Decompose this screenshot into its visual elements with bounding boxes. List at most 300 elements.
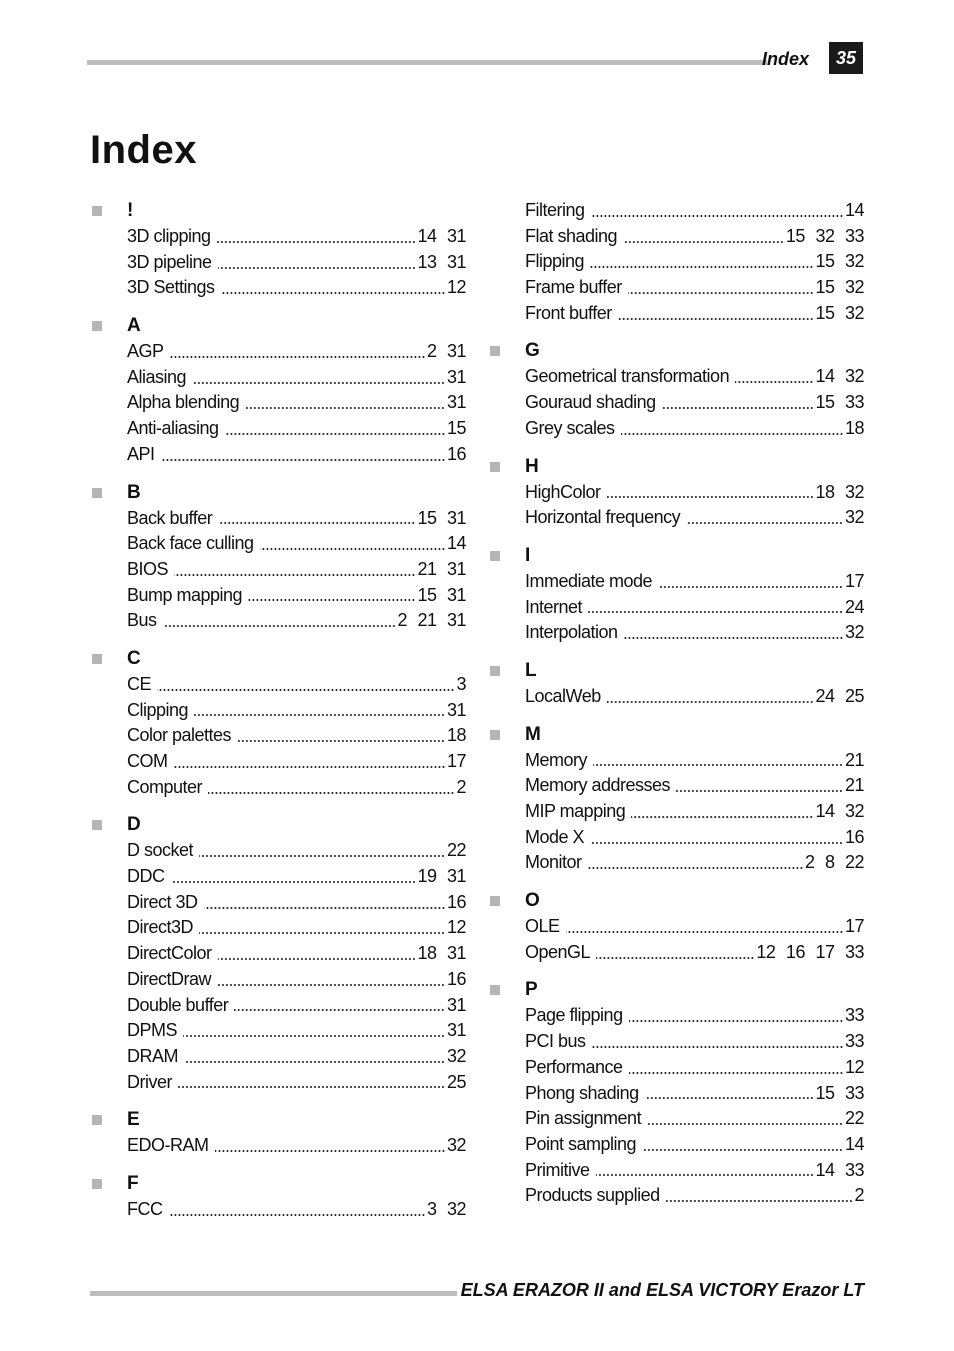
- dot-leader: [618, 317, 814, 321]
- section-heading: [488, 977, 864, 1003]
- dot-leader: [161, 458, 445, 462]
- square-bullet-icon: [92, 488, 102, 498]
- page-references: 15: [446, 418, 466, 439]
- page-references: 16: [446, 443, 466, 464]
- index-term: HighColor: [525, 481, 601, 502]
- index-entry: [127, 608, 466, 634]
- page-references: 16: [844, 826, 864, 847]
- dot-leader: [194, 713, 445, 717]
- index-entry: [127, 339, 466, 365]
- page-references: 14 33: [815, 1159, 864, 1180]
- index-section: [488, 338, 864, 441]
- section-letter: L: [525, 659, 537, 681]
- index-term: Filtering: [525, 200, 585, 220]
- index-section: [90, 1171, 466, 1223]
- dot-leader: [623, 240, 784, 244]
- section-heading: [488, 338, 864, 364]
- dot-leader: [631, 815, 813, 819]
- index-term: DirectDraw: [127, 968, 212, 989]
- dot-leader: [590, 841, 843, 845]
- index-section: [90, 1107, 466, 1159]
- index-entry: [127, 698, 466, 724]
- index-term: Direct3D: [127, 917, 194, 938]
- dot-leader: [218, 521, 415, 525]
- dot-leader: [170, 355, 425, 359]
- index-section: [488, 543, 864, 646]
- page-references: 33: [844, 1031, 864, 1052]
- page-references: 22: [446, 840, 466, 861]
- section-letter: G: [525, 340, 540, 362]
- square-bullet-icon: [92, 1179, 102, 1189]
- index-entry: [525, 620, 864, 646]
- header-title: Index: [762, 49, 810, 69]
- dot-leader: [593, 763, 843, 767]
- index-term: Alpha blending: [127, 392, 240, 413]
- page-references: 2 31: [426, 341, 466, 362]
- page-references: 17: [446, 751, 466, 771]
- dot-leader: [588, 610, 843, 614]
- index-entry: [127, 915, 466, 941]
- index-term: Driver: [127, 1071, 172, 1092]
- index-column-left: [90, 198, 466, 1235]
- dot-leader: [171, 880, 416, 884]
- page-references: 17: [844, 570, 864, 591]
- dot-leader: [221, 291, 445, 295]
- index-entry: [127, 1044, 466, 1070]
- section-letter: !: [127, 200, 134, 221]
- dot-leader: [174, 573, 415, 577]
- index-entry: [525, 914, 864, 940]
- header-rule: [87, 60, 767, 65]
- section-heading: [90, 198, 466, 224]
- index-term: Internet: [525, 596, 583, 617]
- index-entry: [525, 1029, 864, 1055]
- index-entry: [127, 224, 466, 250]
- section-heading: [90, 1171, 466, 1197]
- page-title: Index: [90, 128, 197, 172]
- dot-leader: [566, 930, 843, 934]
- index-term: Color palettes: [127, 725, 232, 746]
- index-section: [90, 313, 466, 467]
- index-term: Horizontal frequency: [525, 507, 681, 528]
- index-entry: [525, 275, 864, 301]
- dot-leader: [629, 1019, 843, 1023]
- dot-leader: [199, 854, 445, 858]
- square-bullet-icon: [490, 666, 500, 676]
- index-term: Memory: [525, 749, 588, 770]
- square-bullet-icon: [92, 654, 102, 664]
- square-bullet-icon: [490, 551, 500, 561]
- index-entry: [127, 275, 466, 301]
- dot-leader: [248, 598, 415, 602]
- page-references: 2: [456, 776, 466, 797]
- page-references: 14: [844, 200, 864, 220]
- index-term: Clipping: [127, 699, 189, 720]
- index-entry: [127, 390, 466, 416]
- index-term: Back buffer: [127, 507, 213, 528]
- index-term: Memory addresses: [525, 775, 671, 796]
- dot-leader: [260, 547, 445, 551]
- index-term: Phong shading: [525, 1082, 639, 1103]
- page-references: 31: [446, 392, 466, 413]
- index-entry: [525, 301, 864, 327]
- dot-leader: [218, 957, 416, 961]
- dot-leader: [607, 495, 814, 499]
- index-entry: [127, 531, 466, 557]
- footer-text: ELSA ERAZOR II and ELSA VICTORY Erazor LT: [457, 1278, 864, 1302]
- index-entry: [127, 442, 466, 468]
- index-entry: [127, 365, 466, 391]
- index-term: CE: [127, 673, 152, 694]
- index-entry: [127, 672, 466, 698]
- page-references: 31: [446, 1020, 466, 1041]
- index-term: Monitor: [525, 852, 582, 873]
- index-entry: [525, 1003, 864, 1029]
- index-entry: [525, 1183, 864, 1209]
- index-section: [90, 198, 466, 301]
- dot-leader: [676, 789, 843, 793]
- index-entry: [127, 557, 466, 583]
- index-entry: [525, 416, 864, 442]
- page-references: 15 32: [815, 251, 864, 272]
- index-entry: [127, 864, 466, 890]
- page-references: 12: [446, 917, 466, 938]
- index-entry: [525, 799, 864, 825]
- index-entry: [525, 390, 864, 416]
- index-entry: [127, 941, 466, 967]
- dot-leader: [217, 983, 445, 987]
- index-entry: [127, 775, 466, 801]
- dot-leader: [225, 432, 445, 436]
- index-section: [488, 722, 864, 876]
- page-references: 12: [446, 277, 466, 298]
- page-references: 2: [854, 1185, 864, 1206]
- section-letter: E: [127, 1109, 140, 1131]
- dot-leader: [237, 739, 445, 743]
- index-term: Anti-aliasing: [127, 418, 219, 439]
- dot-leader: [204, 906, 445, 910]
- index-entry: [127, 890, 466, 916]
- page-references: 14 32: [815, 366, 864, 387]
- index-section: [488, 658, 864, 710]
- index-entry: [525, 595, 864, 621]
- section-letter: B: [127, 481, 141, 503]
- index-entry: [525, 1081, 864, 1107]
- index-term: D socket: [127, 840, 194, 861]
- index-section: [488, 888, 864, 965]
- section-heading: [488, 454, 864, 480]
- section-letter: F: [127, 1172, 139, 1194]
- page-references: 24 25: [815, 685, 864, 706]
- page-references: 31: [446, 994, 466, 1015]
- index-entry: [127, 1018, 466, 1044]
- index-term: Flipping: [525, 251, 585, 272]
- dot-leader: [234, 1008, 445, 1012]
- page-references: 15 33: [815, 392, 864, 413]
- dot-leader: [588, 866, 803, 870]
- index-entry: [127, 1070, 466, 1096]
- section-letter: M: [525, 723, 541, 745]
- page-references: 32: [446, 1045, 466, 1066]
- page-references: 13 31: [417, 251, 466, 272]
- index-term: FCC: [127, 1198, 163, 1219]
- square-bullet-icon: [490, 896, 500, 906]
- index-entry: [127, 1133, 466, 1159]
- dot-leader: [735, 380, 813, 384]
- index-term: Bus: [127, 610, 157, 631]
- index-term: Frame buffer: [525, 277, 622, 298]
- page-references: 15 32: [815, 302, 864, 323]
- dot-leader: [591, 214, 843, 218]
- section-heading: [90, 646, 466, 672]
- index-entry: [525, 480, 864, 506]
- index-term: Aliasing: [127, 366, 187, 387]
- index-entry: [127, 993, 466, 1019]
- page-references: 14: [844, 1133, 864, 1154]
- index-term: Grey scales: [525, 417, 615, 438]
- page-references: 24: [844, 596, 864, 617]
- dot-leader: [662, 406, 814, 410]
- page-references: 21: [844, 775, 864, 796]
- dot-leader: [199, 931, 445, 935]
- index-section: [488, 454, 864, 531]
- index-section: [90, 480, 466, 634]
- index-entry: [525, 1055, 864, 1081]
- page-references: 14 32: [815, 801, 864, 821]
- index-term: Interpolation: [525, 622, 618, 643]
- index-term: Front buffer: [525, 302, 612, 323]
- page-references: 22: [844, 1108, 864, 1129]
- index-entry: [127, 583, 466, 609]
- page-references: 3 32: [426, 1198, 466, 1219]
- index-term: BIOS: [127, 558, 169, 579]
- index-term: PCI bus: [525, 1031, 586, 1052]
- page-references: 2 8 22: [804, 852, 864, 873]
- index-term: Primitive: [525, 1159, 590, 1180]
- page-references: 14 31: [417, 226, 466, 246]
- index-entry: [525, 773, 864, 799]
- index-term: EDO-RAM: [127, 1135, 209, 1156]
- index-entry: [525, 1132, 864, 1158]
- square-bullet-icon: [92, 321, 102, 331]
- dot-leader: [624, 636, 843, 640]
- dot-leader: [621, 432, 843, 436]
- page-references: 15 33: [815, 1082, 864, 1103]
- page-references: 16: [446, 891, 466, 912]
- page-references: 15 31: [417, 507, 466, 528]
- index-entry: [127, 416, 466, 442]
- page-references: 18: [446, 725, 466, 746]
- dot-leader: [245, 406, 445, 410]
- dot-leader: [218, 266, 416, 270]
- index-entry: [525, 224, 864, 250]
- square-bullet-icon: [490, 346, 500, 356]
- index-term: Bump mapping: [127, 584, 243, 605]
- dot-leader: [208, 791, 454, 795]
- index-entry: [525, 364, 864, 390]
- section-letter: I: [525, 544, 531, 566]
- index-term: DPMS: [127, 1020, 178, 1041]
- index-entry: [525, 850, 864, 876]
- index-term: OpenGL: [525, 941, 591, 962]
- index-term: 3D pipeline: [127, 251, 212, 272]
- index-term: Immediate mode: [525, 570, 653, 591]
- section-letter: C: [127, 647, 141, 669]
- section-letter: O: [525, 890, 540, 912]
- dot-leader: [169, 1213, 425, 1217]
- index-entry: [127, 506, 466, 532]
- dot-leader: [642, 1148, 843, 1152]
- index-term: Mode X: [525, 826, 585, 847]
- square-bullet-icon: [490, 462, 500, 472]
- index-term: DDC: [127, 866, 165, 887]
- index-term: MIP mapping: [525, 801, 626, 821]
- square-bullet-icon: [92, 820, 102, 830]
- page-references: 15 32: [815, 277, 864, 298]
- page-references: 19 31: [417, 866, 466, 887]
- page-references: 32: [844, 622, 864, 643]
- index-entry: [525, 684, 864, 710]
- index-term: Page flipping: [525, 1005, 623, 1026]
- page-references: 18 32: [815, 481, 864, 502]
- dot-leader: [596, 956, 754, 960]
- index-entry: [525, 1158, 864, 1184]
- dot-leader: [183, 1034, 445, 1038]
- page-references: 12: [844, 1056, 864, 1077]
- index-term: DirectColor: [127, 943, 212, 964]
- section-heading: [488, 722, 864, 748]
- dot-leader: [666, 1199, 853, 1203]
- index-entry: [127, 838, 466, 864]
- index-entry: [525, 825, 864, 851]
- index-term: Direct 3D: [127, 891, 198, 912]
- index-entry: [127, 723, 466, 749]
- dot-leader: [596, 1173, 814, 1177]
- dot-leader: [645, 1096, 814, 1100]
- section-letter: P: [525, 979, 538, 1001]
- dot-leader: [178, 1085, 445, 1089]
- index-entry: [525, 569, 864, 595]
- page-references: 2 21 31: [397, 610, 466, 631]
- index-term: API: [127, 443, 155, 464]
- page-references: 21: [844, 749, 864, 770]
- dot-leader: [184, 1060, 445, 1064]
- dot-leader: [590, 265, 813, 269]
- page-number-badge: 35: [829, 42, 863, 74]
- page-references: 18 31: [417, 943, 466, 964]
- dot-leader: [658, 585, 843, 589]
- square-bullet-icon: [92, 206, 102, 216]
- section-heading: [488, 543, 864, 569]
- index-entry: [525, 505, 864, 531]
- square-bullet-icon: [92, 1115, 102, 1125]
- section-heading: [90, 480, 466, 506]
- index-term: OLE: [525, 916, 560, 937]
- page-references: 21 31: [417, 558, 466, 579]
- dot-leader: [192, 381, 445, 385]
- index-entry: [127, 250, 466, 276]
- index-term: COM: [127, 751, 168, 771]
- index-term: Double buffer: [127, 994, 229, 1015]
- index-entry: [525, 1106, 864, 1132]
- index-column-right: [488, 198, 864, 1221]
- page-references: 12 16 17 33: [756, 941, 864, 962]
- index-section: [488, 198, 864, 326]
- index-section: [90, 812, 466, 1095]
- index-term: DRAM: [127, 1045, 178, 1066]
- page-references: 3: [456, 673, 466, 694]
- dot-leader: [215, 1149, 445, 1153]
- section-letter: H: [525, 455, 539, 477]
- index-term: Computer: [127, 776, 203, 797]
- index-entry: [525, 249, 864, 275]
- index-term: Pin assignment: [525, 1108, 642, 1129]
- index-term: 3D clipping: [127, 226, 211, 246]
- index-entry: [525, 748, 864, 774]
- index-term: AGP: [127, 341, 164, 362]
- index-entry: [525, 940, 864, 966]
- index-term: 3D Settings: [127, 277, 215, 298]
- page-references: 25: [446, 1071, 466, 1092]
- page-references: 15 31: [417, 584, 466, 605]
- index-entry: [127, 749, 466, 775]
- index-term: Point sampling: [525, 1133, 637, 1154]
- section-heading: [90, 313, 466, 339]
- dot-leader: [686, 521, 843, 525]
- page-references: 31: [446, 699, 466, 720]
- page-references: 14: [446, 533, 466, 554]
- square-bullet-icon: [490, 730, 500, 740]
- index-section: [488, 977, 864, 1209]
- dot-leader: [157, 688, 454, 692]
- page-references: 18: [844, 417, 864, 438]
- page-references: 32: [446, 1135, 466, 1156]
- index-term: Geometrical transformation: [525, 366, 730, 387]
- page-references: 16: [446, 968, 466, 989]
- index-term: Flat shading: [525, 225, 618, 246]
- dot-leader: [629, 1071, 843, 1075]
- index-entry: [127, 1197, 466, 1223]
- index-term: Performance: [525, 1056, 623, 1077]
- page-references: 15 32 33: [785, 225, 864, 246]
- index-entry: [127, 967, 466, 993]
- section-heading: [90, 1107, 466, 1133]
- square-bullet-icon: [490, 985, 500, 995]
- index-term: LocalWeb: [525, 685, 601, 706]
- dot-leader: [163, 624, 396, 628]
- section-heading: [488, 888, 864, 914]
- index-term: Gouraud shading: [525, 392, 656, 413]
- index-section: [90, 646, 466, 800]
- dot-leader: [174, 765, 445, 769]
- dot-leader: [607, 700, 814, 704]
- index-entry: [525, 198, 864, 224]
- page-references: 31: [446, 366, 466, 387]
- page-references: 33: [844, 1005, 864, 1026]
- index-term: Back face culling: [127, 533, 254, 554]
- section-heading: [90, 812, 466, 838]
- dot-leader: [628, 291, 814, 295]
- section-letter: D: [127, 814, 141, 836]
- page-references: 17: [844, 916, 864, 937]
- dot-leader: [217, 240, 416, 244]
- page-references: 32: [844, 507, 864, 528]
- section-letter: A: [127, 315, 141, 337]
- dot-leader: [592, 1045, 843, 1049]
- index-term: Products supplied: [525, 1185, 660, 1206]
- dot-leader: [647, 1122, 843, 1126]
- section-heading: [488, 658, 864, 684]
